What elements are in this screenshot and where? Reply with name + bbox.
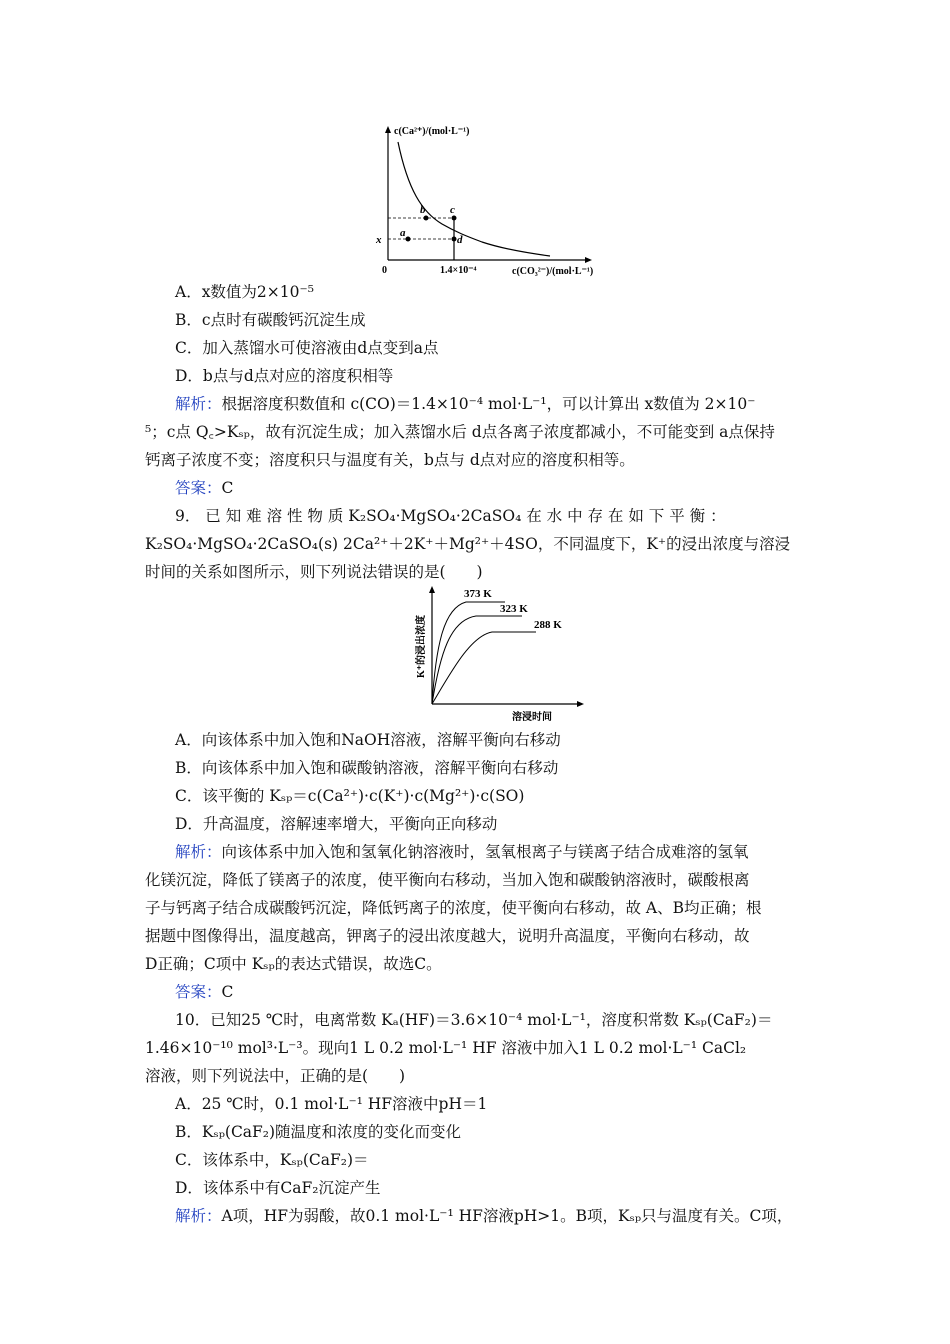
x-tick-label: 1.4×10⁻⁴ — [440, 265, 477, 276]
point-b — [424, 216, 429, 221]
q9-option-c: C．该平衡的 Kₛₚ＝c(Ca²⁺)·c(K⁺)·c(Mg²⁺)·c(SO) — [175, 787, 525, 805]
ksp-curve-figure — [360, 120, 620, 280]
analysis-label: 解析： — [175, 1207, 222, 1225]
leaching-curves-figure — [410, 584, 590, 724]
q8-option-d: D．b点与d点对应的溶度积相等 — [175, 367, 394, 385]
x-axis-label: c(CO₃²⁻)/(mol·L⁻¹) — [512, 266, 594, 277]
q9-analysis-line-3: 子与钙离子结合成碳酸钙沉淀，降低钙离子的浓度，使平衡向右移动，故 A、B均正确；根 — [145, 899, 762, 917]
origin-label: 0 — [382, 265, 387, 276]
q8-option-c: C．加入蒸馏水可使溶液由d点变到a点 — [175, 339, 439, 357]
answer-value: C — [221, 479, 234, 497]
q9-stem-line-1: 9． 已 知 难 溶 性 物 质 K₂SO₄·MgSO₄·2CaSO₄ 在 水 中 存 在 如 下 平 衡 ： — [175, 507, 726, 525]
point-label-c: c — [450, 204, 455, 216]
q9-analysis-line-2: 化镁沉淀，降低了镁离子的浓度，使平衡向右移动，当加入饱和碳酸钠溶液时，碳酸根离 — [145, 871, 750, 889]
curve-label-288K: 288 K — [534, 619, 562, 631]
q8-analysis-line-3: 钙离子浓度不变；溶度积只与温度有关，b点与 d点对应的溶度积相等。 — [145, 451, 635, 469]
analysis-text: 根据溶度积数值和 c(CO)＝1.4×10⁻⁴ mol·L⁻¹，可以计算出 x数值为 2×10⁻ — [221, 395, 756, 413]
q9-answer — [175, 982, 233, 1002]
point-label-d: d — [457, 234, 463, 246]
q10-option-c: C．该体系中，Kₛₚ(CaF₂)＝ — [175, 1151, 369, 1169]
x-axis-arrow — [577, 701, 584, 707]
q10-option-b: B．Kₛₚ(CaF₂)随温度和浓度的变化而变化 — [175, 1123, 462, 1141]
curve-323K — [432, 616, 522, 704]
analysis-label: 解析： — [175, 843, 222, 861]
analysis-text: 向该体系中加入饱和氢氧化钠溶液时，氢氧根离子与镁离子结合成难溶的氢氧 — [221, 843, 749, 861]
point-label-a: a — [400, 227, 406, 239]
q9-option-d: D．升高温度，溶解速率增大，平衡向正向移动 — [175, 815, 498, 833]
answer-label: 答案： — [175, 479, 222, 497]
q9-analysis-line-1 — [175, 842, 749, 862]
q10-option-a: A．25 ℃时，0.1 mol·L⁻¹ HF溶液中pH＝1 — [175, 1095, 488, 1113]
q8-answer — [175, 478, 233, 498]
curve-label-323K: 323 K — [500, 603, 528, 615]
q9-stem-line-3: 时间的关系如图所示，则下列说法错误的是( ) — [145, 563, 483, 581]
x-axis-arrow — [585, 257, 592, 263]
y-axis-label: c(Ca²⁺)/(mol·L⁻¹) — [394, 126, 470, 137]
q8-analysis-line-1 — [175, 394, 755, 414]
y-axis-label: K⁺的浸出浓度 — [416, 614, 427, 678]
q8-analysis-line-2: ⁵；c点 Q꜀>Kₛₚ，故有沉淀生成；加入蒸馏水后 d点各离子浓度都减小，不可能变到 a点保持 — [145, 423, 775, 441]
q9-stem-line-2: K₂SO₄·MgSO₄·2CaSO₄(s) 2Ca²⁺＋2K⁺＋Mg²⁺＋4SO，不同温度下，K⁺的浸出浓度与溶浸 — [145, 535, 791, 553]
y-tick-label: x — [376, 234, 382, 246]
answer-label: 答案： — [175, 983, 222, 1001]
curve-label-373K: 373 K — [464, 588, 492, 600]
y-axis-arrow — [385, 126, 391, 133]
analysis-label: 解析： — [175, 395, 222, 413]
q9-analysis-line-4: 据题中图像得出，温度越高，钾离子的浸出浓度越大，说明升高温度，平衡向右移动，故 — [145, 927, 750, 945]
q9-option-b: B．向该体系中加入饱和碳酸钠溶液，溶解平衡向右移动 — [175, 759, 559, 777]
point-c — [452, 216, 457, 221]
x-axis-label: 溶浸时间 — [512, 712, 552, 723]
q10-analysis-line-1 — [175, 1206, 792, 1226]
q9-option-a: A．向该体系中加入饱和NaOH溶液，溶解平衡向右移动 — [175, 731, 561, 749]
point-a — [406, 237, 411, 242]
point-d — [452, 237, 457, 242]
q9-analysis-line-5: D正确；C项中 Kₛₚ的表达式错误，故选C。 — [145, 955, 442, 973]
q8-option-b: B．c点时有碳酸钙沉淀生成 — [175, 311, 366, 329]
q8-option-a: A．x数值为2×10⁻⁵ — [175, 283, 314, 301]
point-label-b: b — [420, 204, 426, 216]
y-axis-arrow — [429, 586, 435, 593]
q10-stem-line-3: 溶液，则下列说法中，正确的是( ) — [145, 1067, 406, 1085]
q10-stem-line-2: 1.46×10⁻¹⁰ mol³·L⁻³。现向1 L 0.2 mol·L⁻¹ HF 溶液中加入1 L 0.2 mol·L⁻¹ CaCl₂ — [145, 1039, 747, 1057]
q10-stem-line-1: 10．已知25 ℃时，电离常数 Kₐ(HF)＝3.6×10⁻⁴ mol·L⁻¹，溶度积常数 Kₛₚ(CaF₂)＝ — [175, 1011, 773, 1029]
analysis-text: A项，HF为弱酸，故0.1 mol·L⁻¹ HF溶液pH>1。B项，Kₛₚ只与温度有关。C项， — [221, 1207, 793, 1225]
answer-value: C — [221, 983, 234, 1001]
q10-option-d: D．该体系中有CaF₂沉淀产生 — [175, 1179, 381, 1197]
